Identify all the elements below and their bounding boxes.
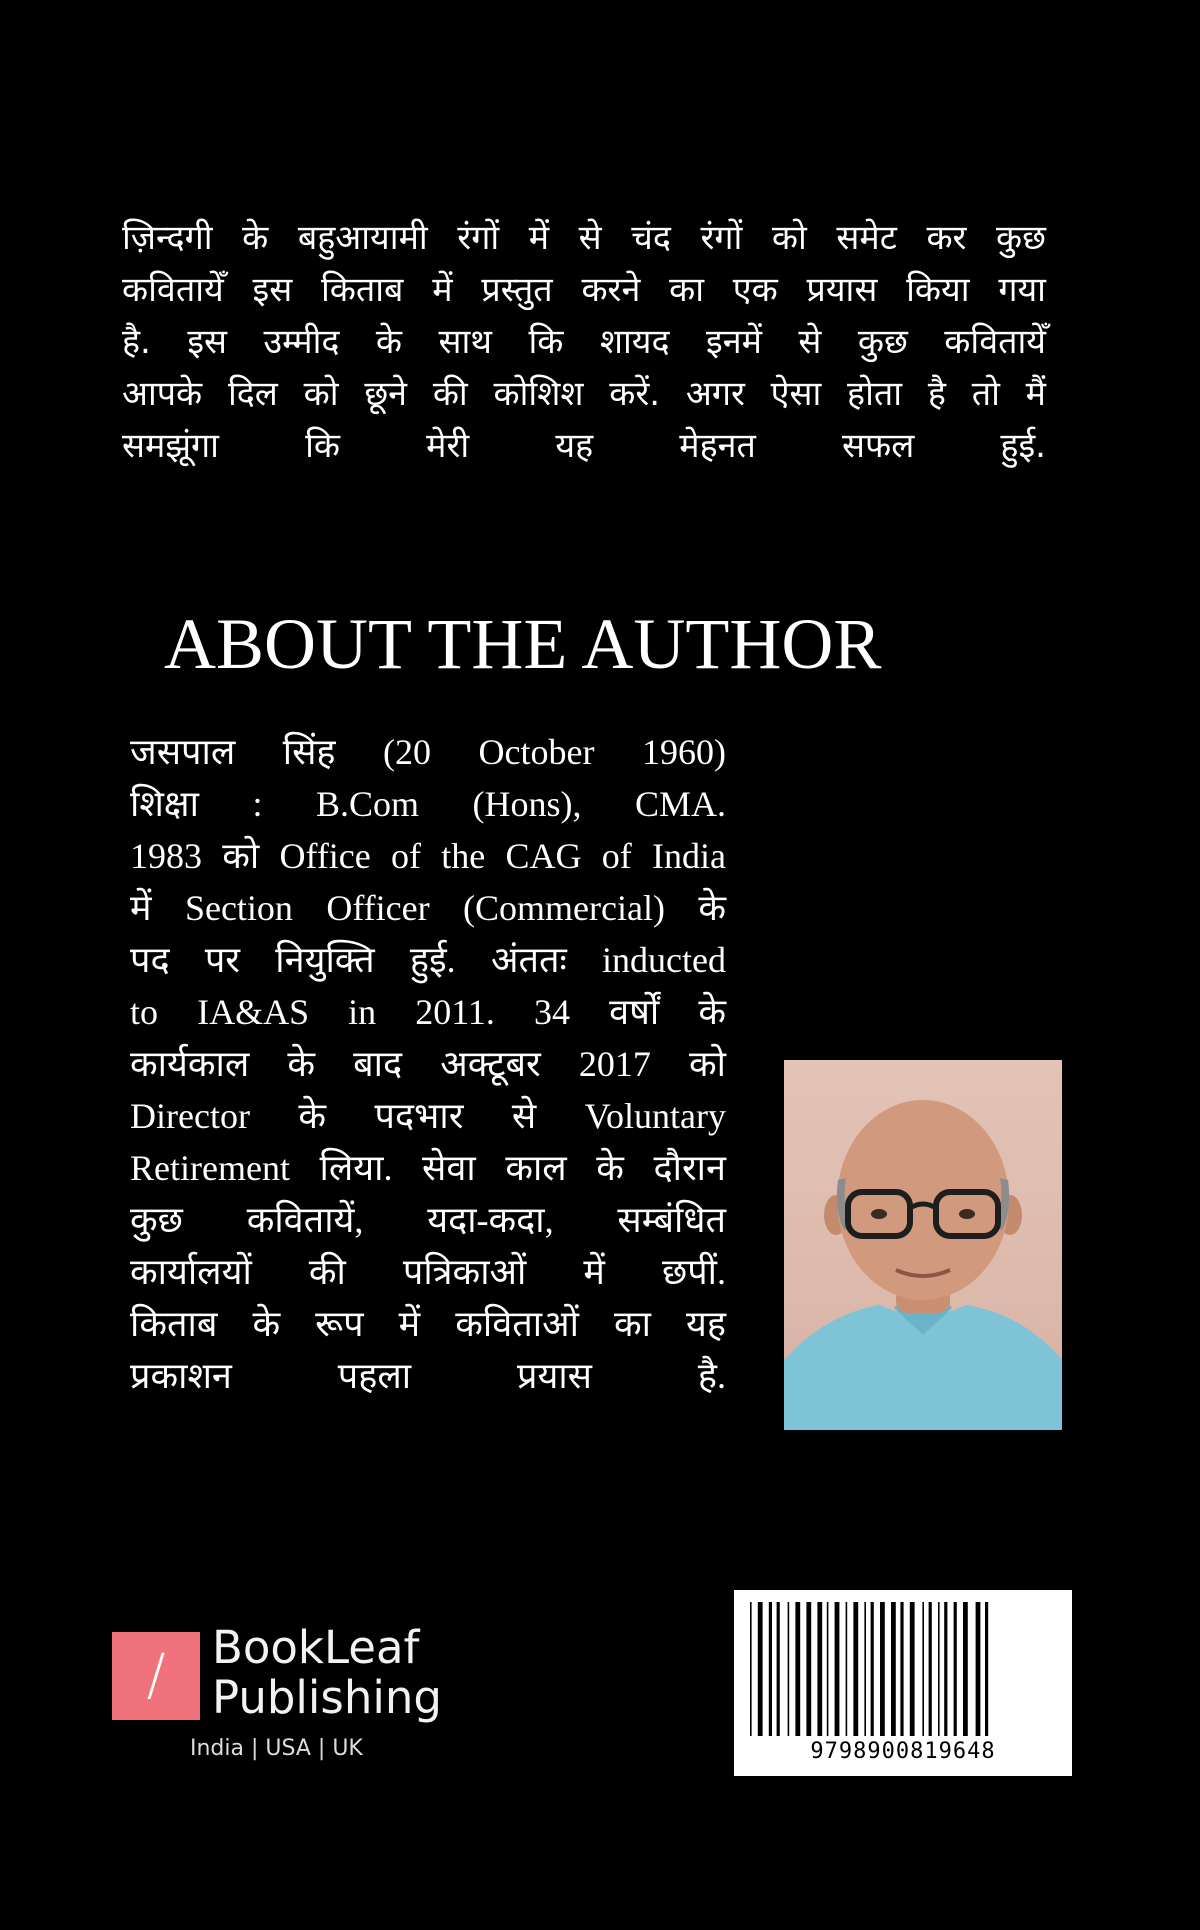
blurb-line: समझूंगा कि मेरी यह मेहनत सफल हुई. [122,426,1046,466]
author-portrait-icon [784,1060,1062,1430]
about-author-heading: ABOUT THE AUTHOR [164,604,882,684]
bio-line: में Section Officer (Commercial) के [130,888,726,928]
blurb-paragraph [122,212,1046,472]
bio-line: Director के पदभार से Voluntary [130,1096,726,1136]
logo-name-second: Publishing [212,1671,442,1724]
bio-line: कुछ कवितायें, यदा-कदा, सम्बंधित [130,1200,726,1240]
bio-line: कार्यकाल के बाद अक्टूबर 2017 को [130,1044,726,1084]
bio-line: to IA&AS in 2011. 34 वर्षों के [130,992,726,1032]
author-bio [130,726,726,1402]
bio-line: 1983 को Office of the CAG of India [130,836,726,876]
bio-line: प्रकाशन पहला प्रयास है. [130,1356,726,1396]
bio-line: शिक्षा : B.Com (Hons), CMA. [130,784,726,824]
logo-regions: India | USA | UK [190,1736,363,1761]
logo-slash: / [146,1643,166,1708]
publisher-logo [112,1621,442,1762]
logo-name: BookLeaf [212,1621,420,1674]
barcode-icon [746,1602,1060,1736]
bio-line: कार्यालयों की पत्रिकाओं में छपीं. [130,1252,726,1292]
blurb-line: आपके दिल को छूने की कोशिश करें. अगर ऐसा होता है तो मैं [122,374,1046,414]
blurb-line: है. इस उम्मीद के साथ कि शायद इनमें से कुछ कवितायेँ [122,322,1046,362]
isbn-number: 9798900819648 [810,1739,996,1764]
bio-line: पद पर नियुक्ति हुई. अंततः inducted [130,940,726,980]
author-photo [784,1060,1062,1430]
bio-line: किताब के रूप में कविताओं का यह [130,1304,726,1344]
bio-line: Retirement लिया. सेवा काल के दौरान [130,1148,726,1188]
bio-line: जसपाल सिंह (20 October 1960) [130,732,726,772]
blurb-line: कवितायेँ इस किताब में प्रस्तुत करने का एक प्रयास किया गया [122,270,1046,310]
isbn-barcode [734,1590,1072,1776]
blurb-line: ज़िन्दगी के बहुआयामी रंगों में से चंद रंगों को समेट कर कुछ [122,218,1046,258]
